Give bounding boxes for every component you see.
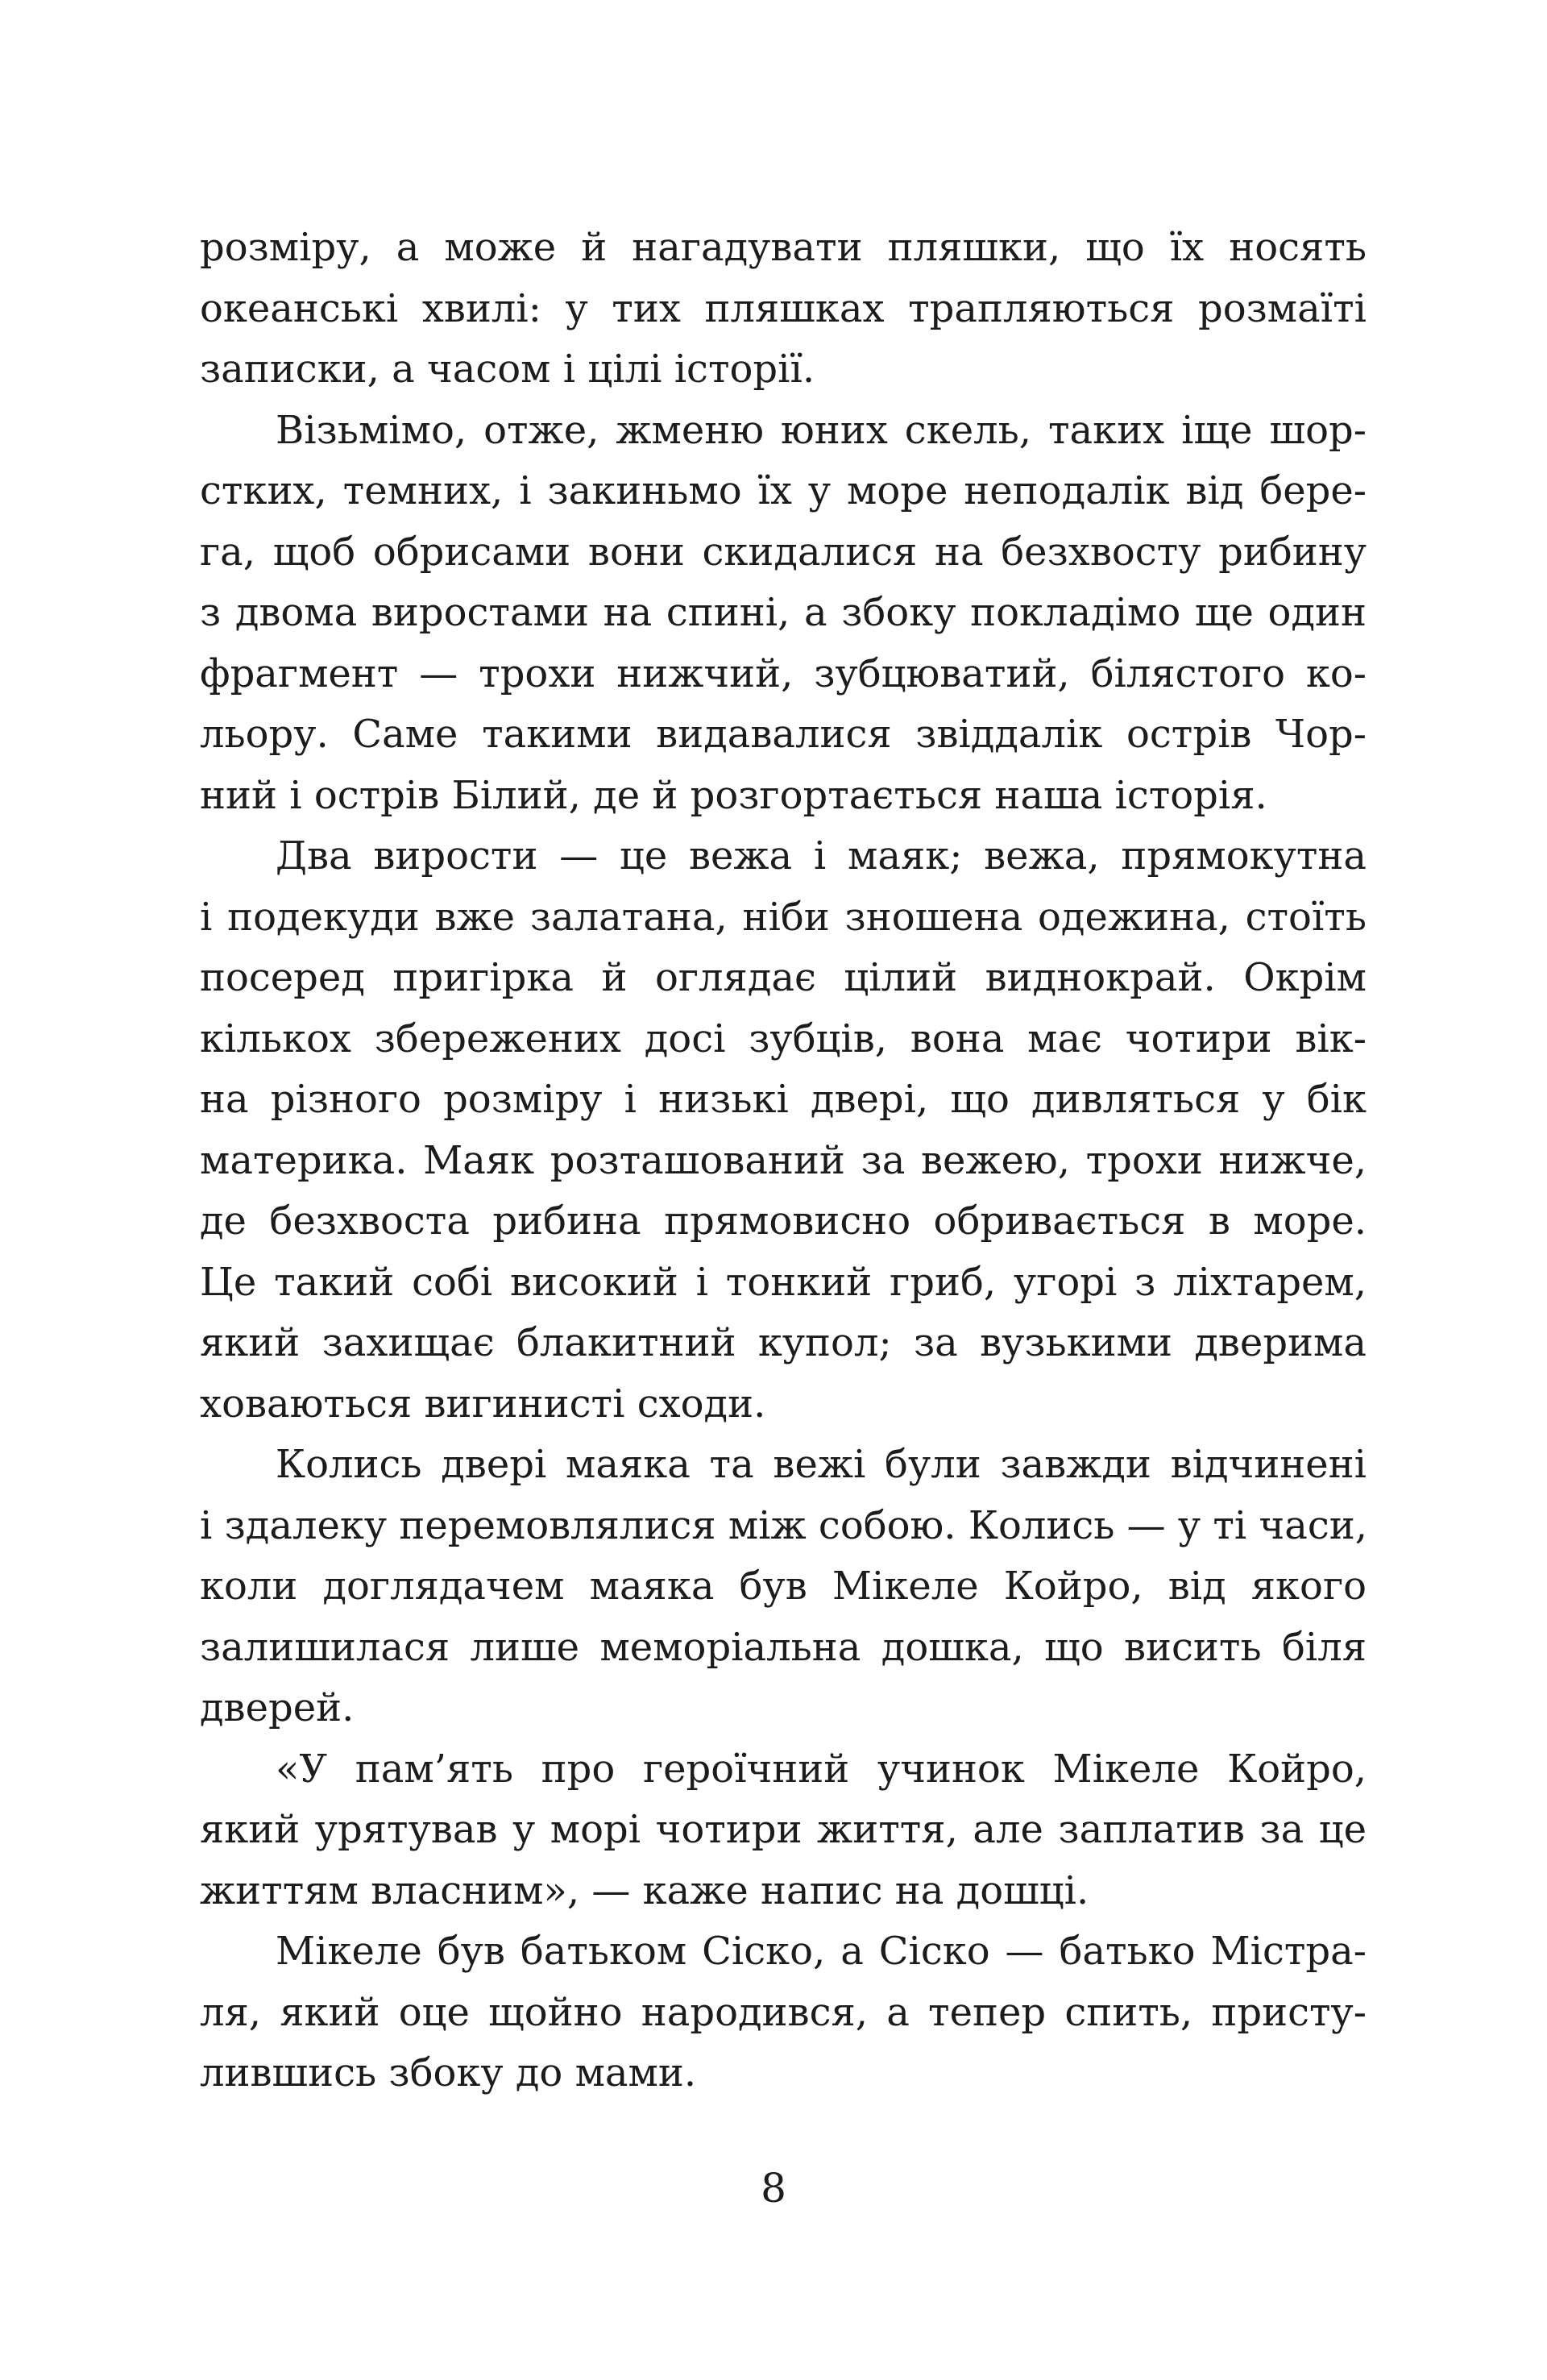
text-line: який урятував у морі чотири життя, але заплатив за це <box>200 1807 1367 1852</box>
text-line: лившись збоку до мами. <box>200 2050 697 2095</box>
body-text <box>200 218 1367 2104</box>
text-line: посеред пригірка й оглядає цілий виднокрай. Окрім <box>200 955 1367 1000</box>
text-line: коли доглядачем маяка був Мікеле Койро, від якого <box>200 1564 1367 1609</box>
text-line: де безхвоста рибина прямовисно обривається в море. <box>200 1198 1367 1244</box>
text-line: ховаються вигинисті сходи. <box>200 1381 766 1427</box>
text-line: Мікеле був батьком Сіско, а Сіско — батько Містра- <box>276 1929 1367 1974</box>
text-line: Візьмімо, отже, жменю юних скель, таких іще шор- <box>276 407 1367 453</box>
text-line: і здалеку перемовлялися між собою. Колись — у ті часи, <box>200 1502 1368 1548</box>
text-line: і подекуди вже залатана, ніби зношена одежина, стоїть <box>200 894 1367 940</box>
text-line: кількох збережених досі зубців, вона має чотири вік- <box>200 1016 1367 1061</box>
text-line: залишилася лише меморіальна дошка, що висить біля <box>200 1624 1367 1670</box>
text-line: розміру, а може й нагадувати пляшки, що їх носять <box>200 225 1367 270</box>
text-line: океанські хвилі: у тих пляшках трапляються розмаїті <box>200 285 1367 331</box>
text-line: з двома виростами на спині, а збоку покладімо ще один <box>200 590 1367 635</box>
text-line: «У пам’ять про героїчний учинок Мікеле Койро, <box>276 1746 1367 1792</box>
text-line: фрагмент — трохи нижчий, зубцюватий, білястого ко- <box>200 650 1367 696</box>
page-number: 8 <box>761 2165 786 2212</box>
text-line: Колись двері маяка та вежі були завжди відчинені <box>276 1442 1367 1487</box>
text-line: ля, який оце щойно народився, а тепер спить, присту- <box>200 1989 1367 2035</box>
text-line: га, щоб обрисами вони скидалися на безхвосту рибину <box>200 529 1367 575</box>
text-line: який захищає блакитний купол; за вузькими дверима <box>200 1320 1367 1365</box>
text-line: Два вирости — це вежа і маяк; вежа, прямокутна <box>276 833 1367 878</box>
text-line: дверей. <box>200 1685 355 1730</box>
text-line: льору. Саме такими видавалися звіддалік острів Чор- <box>200 712 1367 757</box>
text-line: на різного розміру і низькі двері, що дивляться у бік <box>200 1077 1367 1122</box>
text-line: ний і острів Білий, де й розгортається наша історія. <box>200 772 1267 818</box>
text-line: життям власним», — каже напис на дошці. <box>200 1867 1089 1913</box>
text-line: материка. Маяк розташований за вежею, трохи нижче, <box>200 1137 1367 1183</box>
text-line: записки, а часом і цілі історії. <box>200 347 815 392</box>
text-line: Це такий собі високий і тонкий гриб, угорі з ліхтарем, <box>200 1259 1367 1305</box>
text-line: стких, темних, і закиньмо їх у море неподалік від бере- <box>200 468 1367 513</box>
